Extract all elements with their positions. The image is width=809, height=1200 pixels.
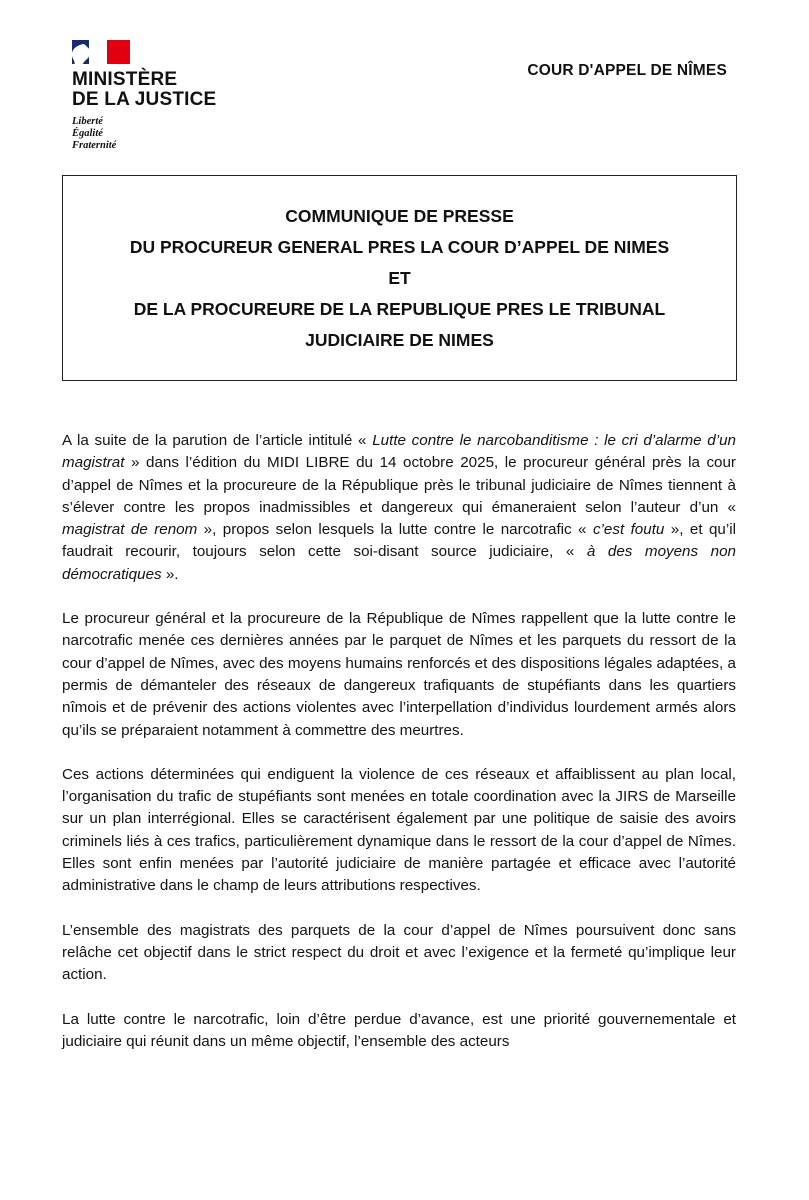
- ministry-logo: [72, 40, 272, 152]
- ministry-name: [72, 70, 272, 110]
- paragraph-1-text-e: ».: [161, 565, 179, 583]
- court-header: COUR D'APPEL DE NÎMES: [527, 62, 727, 79]
- article-title-quote: Lutte contre le narcobanditisme : le cri d’alarme d’un magistrat: [62, 432, 736, 472]
- paragraph-1-text-b: » dans l’édition du MIDI LIBRE du 14 octobre 2025, le procureur général près la cour d’appel de Nîmes et la procureure de la République près le tribunal judiciaire de Nîmes tiennent à s’élever contre les propos inadmissibles et dangereux qui émaneraient selon l’auteur d’un «: [62, 454, 736, 516]
- marianne-icon: [72, 42, 89, 64]
- title-line-4: DE LA PROCUREURE DE LA REPUBLIQUE PRES LE TRIBUNAL: [133, 298, 666, 319]
- paragraph-5: La lutte contre le narcotrafic, loin d’être perdue d’avance, est une priorité gouvernementale et judiciaire qui réunit dans un même objectif, l’ensemble des acteurs: [62, 1010, 736, 1050]
- motto-fraternite: Fraternité: [72, 140, 117, 151]
- title-line-2: DU PROCUREUR GENERAL PRES LA COUR D’APPEL DE NIMES: [129, 236, 670, 257]
- tricolor-flag-icon: [72, 40, 130, 64]
- republic-motto: [72, 116, 272, 152]
- quote-magistrat-de-renom: magistrat de renom: [62, 521, 198, 539]
- motto-liberte: Liberté: [72, 116, 103, 127]
- press-release-title-box: [62, 175, 737, 381]
- quote-cest-foutu: c’est foutu: [592, 521, 665, 539]
- paragraph-1-text-d: », et qu’il faudrait recourir, toujours selon cette soi-disant source judiciaire, «: [62, 521, 736, 561]
- title-line-5: JUDICIAIRE DE NIMES: [305, 329, 494, 350]
- ministry-name-line1: MINISTÈRE: [72, 69, 178, 90]
- quote-moyens-non-democratiques: à des moyens non démocratiques: [62, 543, 736, 583]
- press-release-body: [62, 430, 736, 1075]
- motto-egalite: Égalité: [72, 128, 103, 139]
- paragraph-1: [62, 430, 736, 586]
- title-line-3: ET: [388, 267, 411, 288]
- paragraph-2: Le procureur général et la procureure de la République de Nîmes rappellent que la lutte contre le narcotrafic menée ces dernières années par le parquet de Nîmes et les parquets du ressort de la cour d’appel de Nîmes, avec des moyens humains renforcés et des dispositions légales adaptées, a permis de démanteler des réseaux de dangereux trafiquants de stupéfiants dans les quartiers nîmois et de prévenir des actions violentes avec l’interpellation d’individus lourdement armés alors qu’ils se préparaient notamment à commettre des meurtres.: [62, 610, 736, 739]
- paragraph-1-text-a: A la suite de la parution de l’article intitulé «: [62, 432, 373, 449]
- title-line-1: COMMUNIQUE DE PRESSE: [285, 205, 514, 226]
- ministry-name-line2: DE LA JUSTICE: [72, 89, 217, 110]
- paragraph-4: L’ensemble des magistrats des parquets de la cour d’appel de Nîmes poursuivent donc sans relâche cet objectif dans le strict respect du droit et avec l’exigence et la fermeté qu’implique leur action.: [62, 921, 736, 984]
- paragraph-1-text-c: », propos selon lesquels la lutte contre le narcotrafic «: [197, 521, 593, 539]
- paragraph-3: Ces actions déterminées qui endiguent la violence de ces réseaux et affaiblissent au plan local, l’organisation du trafic de stupéfiants sont menées en totale coordination avec la JIRS de Marseille sur un plan interrégional. Elles se caractérisent également par une politique de saisie des avoirs criminels liés à ces trafics, particulièrement dynamique dans le ressort de la cour d’appel de Nîmes. Elles sont enfin menées par l’autorité judiciaire de manière partagée et efficace avec l’autorité administrative dans le champ de leurs attributions respectives.: [62, 765, 736, 895]
